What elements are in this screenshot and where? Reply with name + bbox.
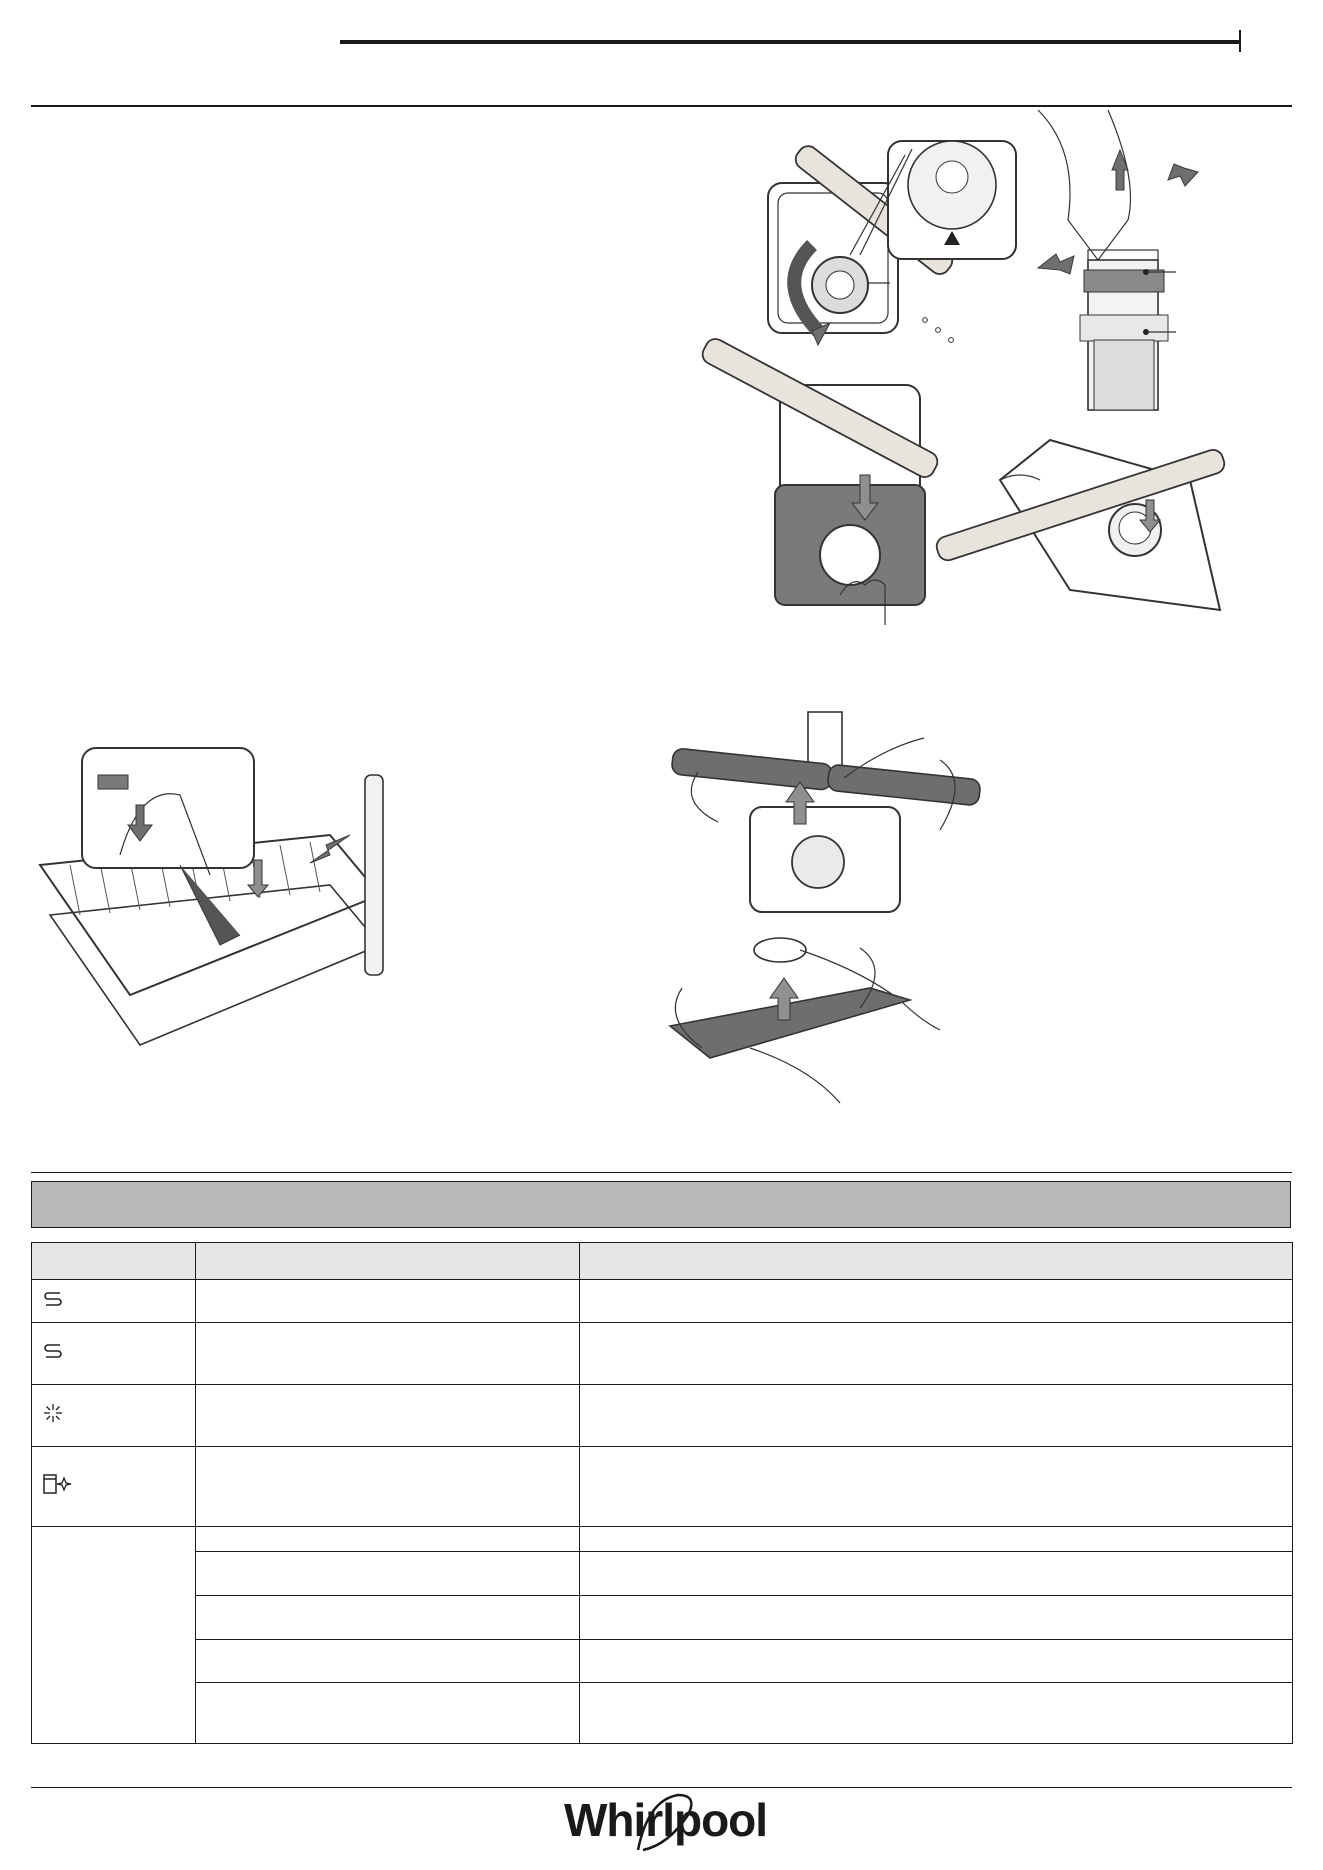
footer-divider — [31, 1787, 1292, 1788]
filter-cover-illustration — [700, 355, 1000, 635]
table-cell — [196, 1683, 580, 1744]
table-cell — [196, 1640, 580, 1683]
lower-spray-arm-illustration — [670, 712, 990, 912]
section-divider — [31, 1172, 1292, 1173]
table-row — [32, 1323, 1293, 1385]
table-cell — [580, 1527, 1293, 1552]
table-cell — [196, 1552, 580, 1596]
filter-removal-illustration — [700, 135, 1020, 375]
indicator-table — [31, 1242, 1291, 1744]
table-header-row — [32, 1243, 1293, 1280]
table-cell-icon — [32, 1385, 196, 1447]
table-header-cell — [32, 1243, 196, 1280]
table-row — [32, 1640, 1293, 1683]
table-cell — [580, 1596, 1293, 1640]
table-cell — [196, 1447, 580, 1527]
table-cell-icon — [32, 1280, 196, 1323]
table-cell-icon — [32, 1447, 196, 1527]
table-title-band — [31, 1181, 1291, 1228]
table-cell — [32, 1527, 196, 1744]
logo-swoosh — [628, 1790, 708, 1860]
table-cell — [196, 1596, 580, 1640]
table-row — [32, 1552, 1293, 1596]
upper-rack-illustration — [40, 745, 420, 1045]
table-cell — [196, 1385, 580, 1447]
table-cell — [580, 1385, 1293, 1447]
table-cell — [196, 1323, 580, 1385]
table-cell — [196, 1527, 580, 1552]
table-cell — [580, 1447, 1293, 1527]
table-header-cell — [196, 1243, 580, 1280]
cleaning-dishwasher-icon — [42, 1472, 72, 1496]
table-row — [32, 1527, 1293, 1552]
table-cell — [196, 1280, 580, 1323]
table-cell — [580, 1280, 1293, 1323]
refill-salt-icon — [42, 1341, 64, 1361]
table-cell — [580, 1552, 1293, 1596]
table-cell-icon — [32, 1323, 196, 1385]
filter-disassembly-illustration — [1030, 110, 1250, 390]
header-divider — [31, 105, 1292, 107]
header-accent-line — [340, 40, 1240, 44]
refill-salt-icon — [42, 1289, 64, 1309]
table-cell — [580, 1683, 1293, 1744]
upper-spray-arm-illustration — [670, 928, 970, 1098]
table-row — [32, 1447, 1293, 1527]
table-cell — [580, 1640, 1293, 1683]
table-row — [32, 1683, 1293, 1744]
rinse-aid-icon — [42, 1402, 64, 1424]
table-cell — [580, 1323, 1293, 1385]
header-accent-tick — [1239, 30, 1241, 52]
whirlpool-logo: Whirlpool — [564, 1794, 768, 1846]
filter-base-illustration — [960, 420, 1260, 640]
table-header-cell — [580, 1243, 1293, 1280]
table-row — [32, 1280, 1293, 1323]
table-row — [32, 1385, 1293, 1447]
table-row — [32, 1596, 1293, 1640]
